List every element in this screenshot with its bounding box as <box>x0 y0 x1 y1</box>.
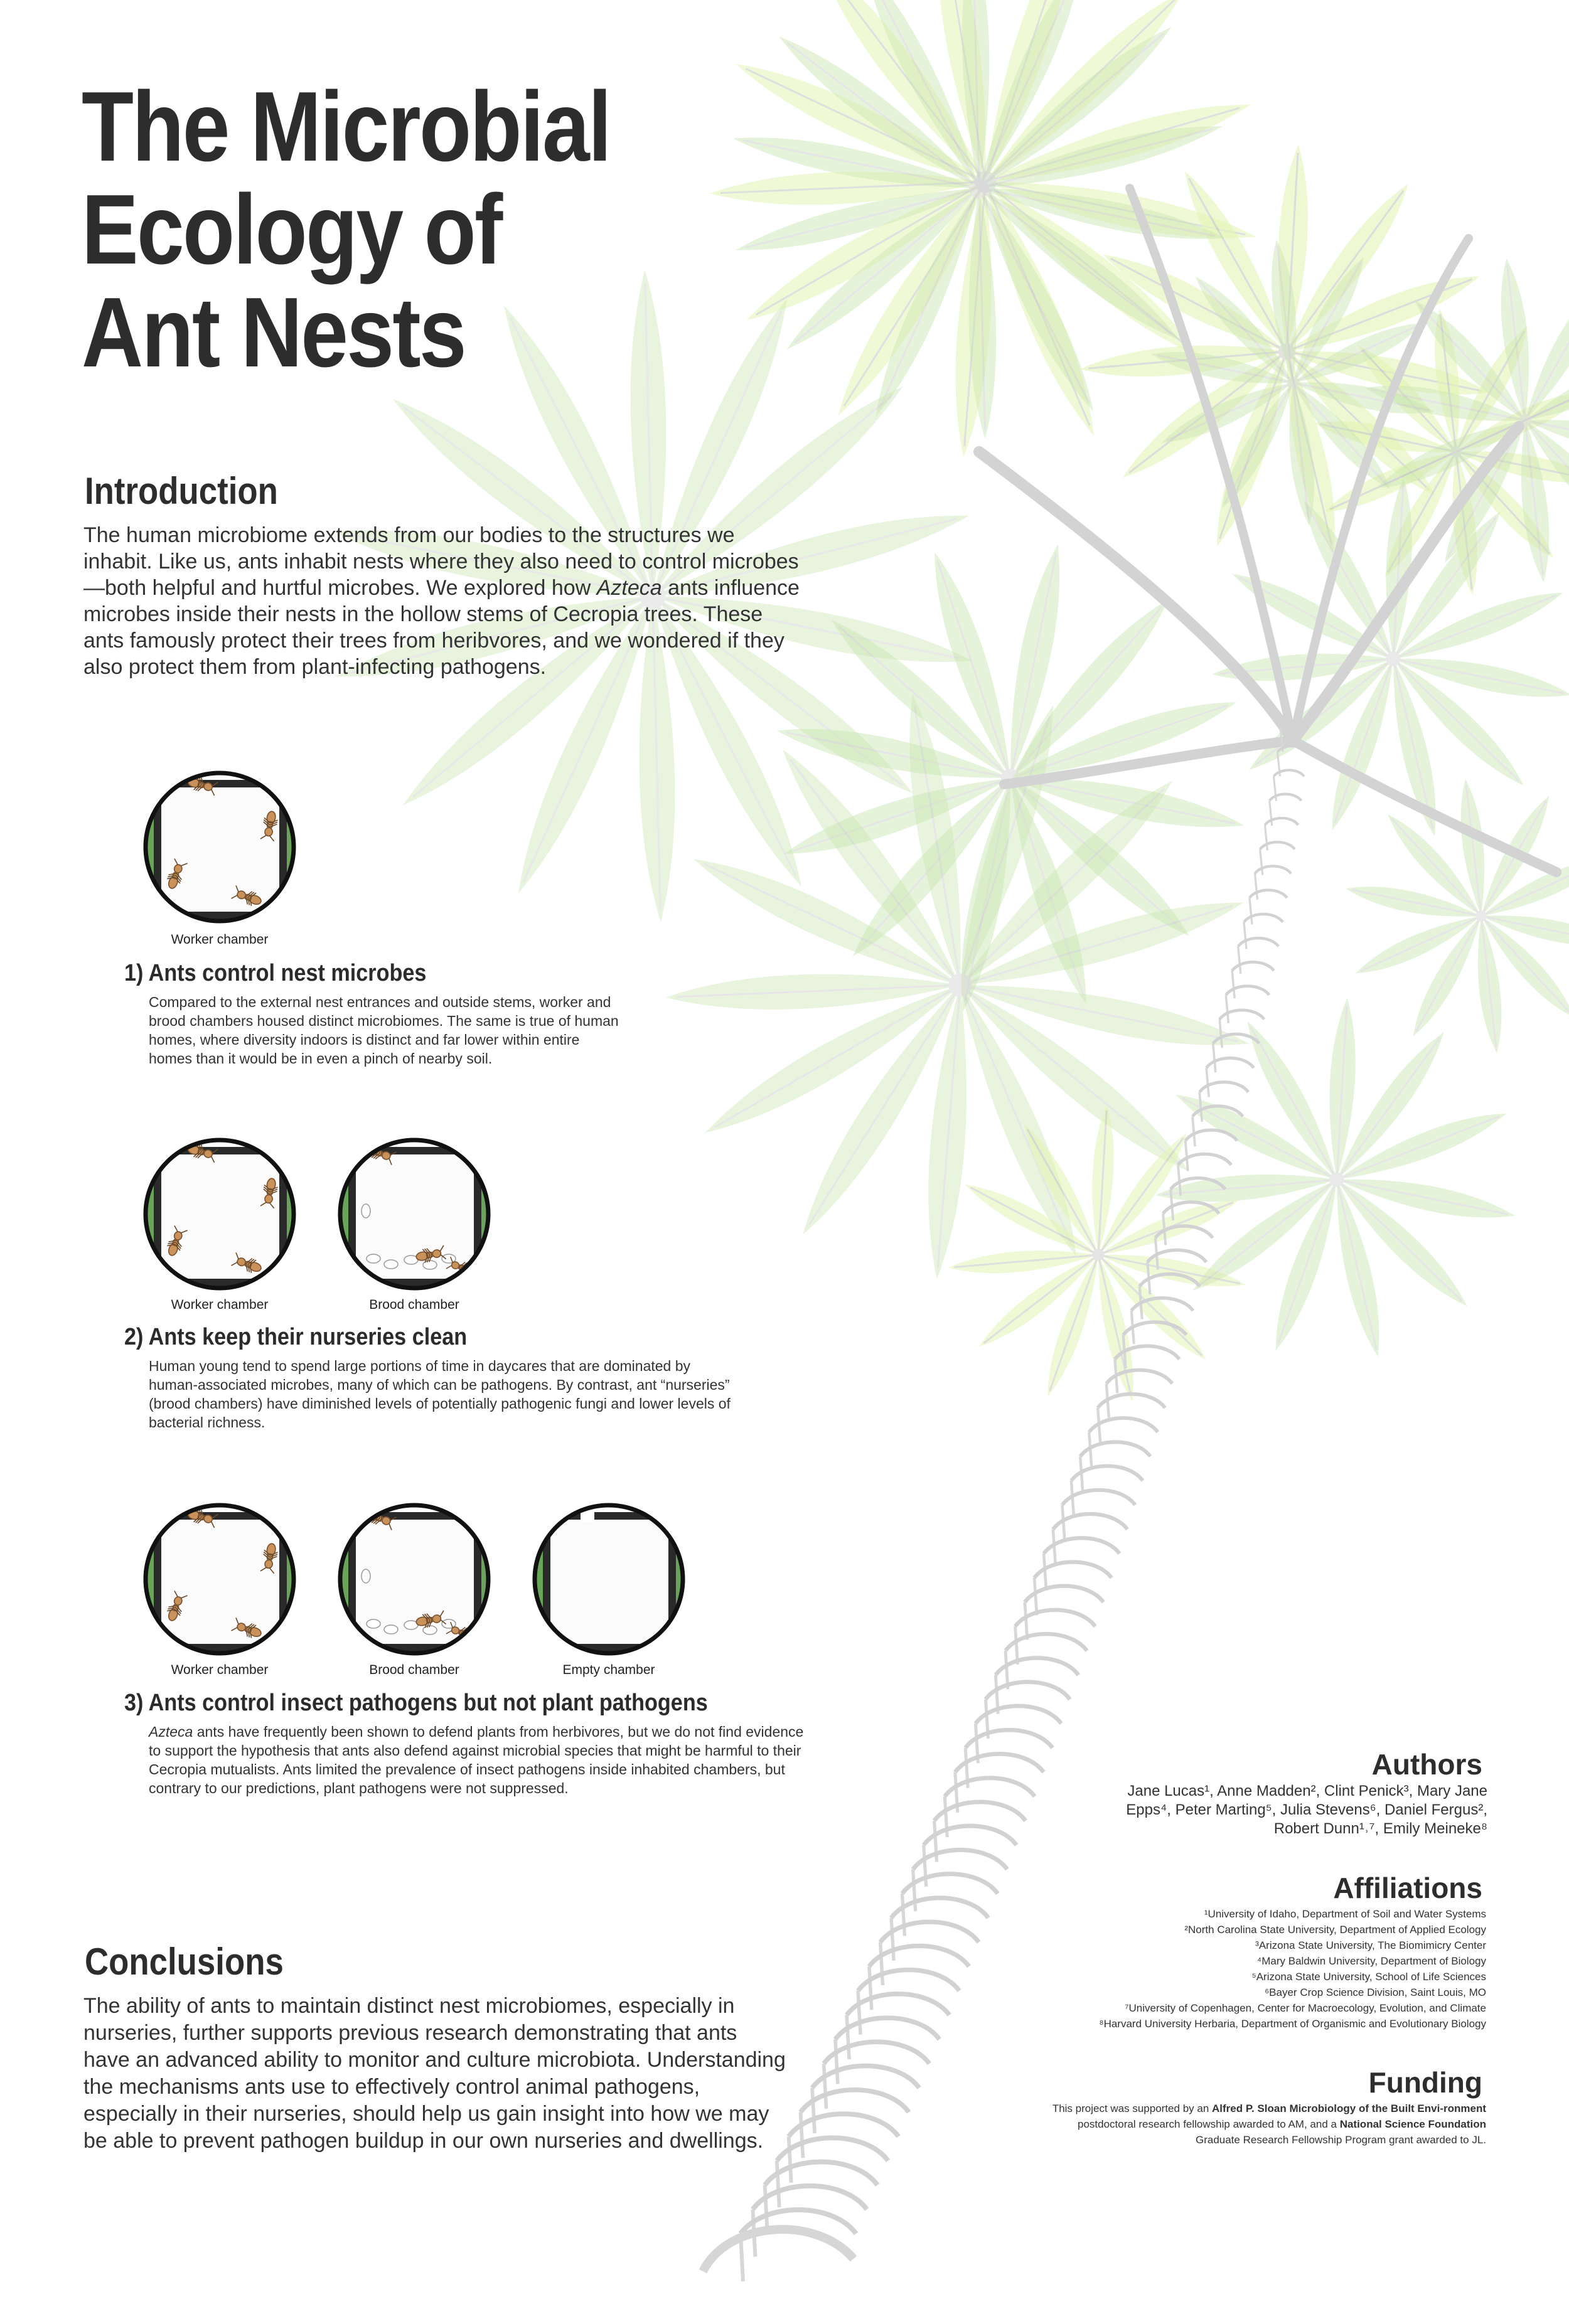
funding-text-part: postdoctoral research fellowship awarded to AM, and a <box>1078 2118 1340 2130</box>
affiliations-list <box>921 1906 1486 2032</box>
trunk-segment <box>765 2162 877 2232</box>
finding-1-heading: 1) Ants control nest microbes <box>124 960 427 986</box>
intro-text-part1: The human microbiome extends from our bodies to the structures we inhabit. Like us, ants inhabit nests where they also need to control microbes—both helpful and hurtful microbes. We explored how <box>83 523 799 600</box>
finding-3-text-body: ants have frequently been shown to defend plants from herbivores, but we do not find evidence to support the hypothesis that ants also defend against microbial species that might be harmful to their Cecropia mutualists. Ants limited the prevalence of insect pathogens inside inhabited chambers, but contrary to our predictions, plant pathogens were not suppressed. <box>149 1724 804 1796</box>
cecropia-leaf <box>948 1104 1246 1401</box>
affiliation-item: ⁴Mary Baldwin University, Department of Biology <box>1256 1955 1486 1967</box>
trunk-segment <box>1273 770 1304 801</box>
chamber-caption: Worker chamber <box>171 932 269 947</box>
larva-icon <box>367 1619 380 1628</box>
intro-heading: Introduction <box>85 470 278 512</box>
larva-icon <box>367 1254 380 1263</box>
affiliation-item: ⁵Arizona State University, School of Life Sciences <box>1251 1971 1486 1983</box>
authors-list <box>1048 1782 1487 1838</box>
funding-heading: Funding <box>1368 2066 1482 2099</box>
funding-nsf: National Science Foundation <box>1339 2118 1486 2130</box>
larva-icon <box>361 1569 370 1583</box>
chamber-caption: Brood chamber <box>369 1663 459 1677</box>
brood-chamber-illustration <box>336 1501 493 1658</box>
chamber-caption: Brood chamber <box>369 1298 459 1312</box>
poster-title: The Microbial Ecology of Ant Nests <box>82 72 611 388</box>
conclusions-heading: Conclusions <box>85 1941 284 1983</box>
larva-icon <box>361 1204 370 1218</box>
chamber-caption: Empty chamber <box>562 1663 655 1677</box>
funding-text-part: Graduate Research Fellowship Program grant awarded to JL. <box>1195 2134 1486 2146</box>
affiliation-item: ⁷University of Copenhagen, Center for Macroecology, Evolution, and Climate <box>1125 2002 1486 2014</box>
finding-2-heading: 2) Ants keep their nurseries clean <box>124 1324 468 1350</box>
chamber-caption: Worker chamber <box>171 1298 269 1312</box>
finding-2-text: Human young tend to spend large portions of time in daycares that are dominated by human-associated microbes, many of which can be pathogens. By contrast, ant “nurseries” (brood chambers) have diminished levels of potentially pathogenic fungi and lower levels of bacterial richness. <box>149 1358 731 1431</box>
authors-line: Epps⁴, Peter Marting⁵, Julia Stevens⁶, Daniel Fergus², <box>1126 1801 1487 1818</box>
affiliation-item: ¹University of Idaho, Department of Soil and Water Systems <box>1204 1908 1486 1920</box>
affiliation-item: ³Arizona State University, The Biomimicry Center <box>1255 1939 1486 1951</box>
affiliation-item: ⁸Harvard University Herbaria, Department of Organismic and Evolutionary Biology <box>1099 2018 1486 2030</box>
authors-line: Jane Lucas¹, Anne Madden², Clint Penick³, Mary Jane <box>1127 1783 1487 1799</box>
worker-chamber-illustration <box>141 1136 298 1293</box>
finding-3-text <box>149 1722 814 1798</box>
authors-heading: Authors <box>1371 1748 1482 1781</box>
intro-text <box>83 522 805 680</box>
chamber-caption: Worker chamber <box>171 1663 269 1677</box>
trunk-segment <box>800 2090 909 2158</box>
affiliations-heading: Affiliations <box>1333 1872 1482 1904</box>
empty-chamber-illustration <box>530 1501 687 1658</box>
affiliation-item: ⁶Bayer Crop Science Division, Saint Louis, MO <box>1265 1986 1486 1998</box>
funding-sloan: Alfred P. Sloan Microbiology of the Built Envi-ronment <box>1212 2103 1486 2114</box>
trunk-base-arc <box>703 2229 854 2271</box>
trunk-segment <box>777 2138 888 2207</box>
larva-icon <box>384 1625 398 1634</box>
brood-chamber-illustration <box>336 1136 493 1293</box>
cecropia-leaf <box>1346 779 1569 1053</box>
cecropia-leaf <box>1155 998 1515 1357</box>
finding-1-text: Compared to the external nest entrances and outside stems, worker and brood chambers housed distinct microbiomes. The same is true of human homes, where diversity indoors is distinct and far lower within entire homes than it would be in even a pinch of nearby soil. <box>149 994 619 1067</box>
funding-text <box>1034 2101 1486 2148</box>
trunk-segment <box>1265 818 1298 850</box>
finding-3-heading: 3) Ants control insect pathogens but not plant pathogens <box>124 1690 708 1716</box>
worker-chamber-illustration <box>141 1501 298 1658</box>
conclusions-text: The ability of ants to maintain distinct nest microbiomes, especially in nurseries, further supports previous research demonstrating that ants have an advanced ability to monitor and culture microbiota. Understanding the mechanisms ants use to effectively control animal pathogens, especially in their nurseries, should help us gain insight into how we may be able to prevent pathogen buildup in our own nurseries and dwellings. <box>83 1994 786 2153</box>
funding-text-part: This project was supported by an <box>1052 2103 1212 2114</box>
trunk-segment <box>824 2042 929 2108</box>
trunk-segment <box>789 2114 899 2183</box>
worker-chamber-illustration <box>141 769 298 925</box>
finding-3-genus: Azteca <box>149 1724 193 1740</box>
trunk-segment <box>812 2066 919 2133</box>
intro-genus: Azteca <box>596 576 662 600</box>
intro-text-part2: ants influence microbes inside their nests in the hollow stems of Cecropia trees. These ants famously protect their trees from heribvores, and we wondered if they also protect them from plant-infecting pathogens. <box>83 576 800 679</box>
affiliation-item: ²North Carolina State University, Department of Applied Ecology <box>1184 1924 1486 1936</box>
authors-line: Robert Dunn¹˒⁷, Emily Meineke⁸ <box>1273 1820 1487 1837</box>
trunk-segment <box>752 2186 867 2257</box>
larva-icon <box>384 1260 398 1269</box>
trunk-segment <box>1270 794 1302 826</box>
